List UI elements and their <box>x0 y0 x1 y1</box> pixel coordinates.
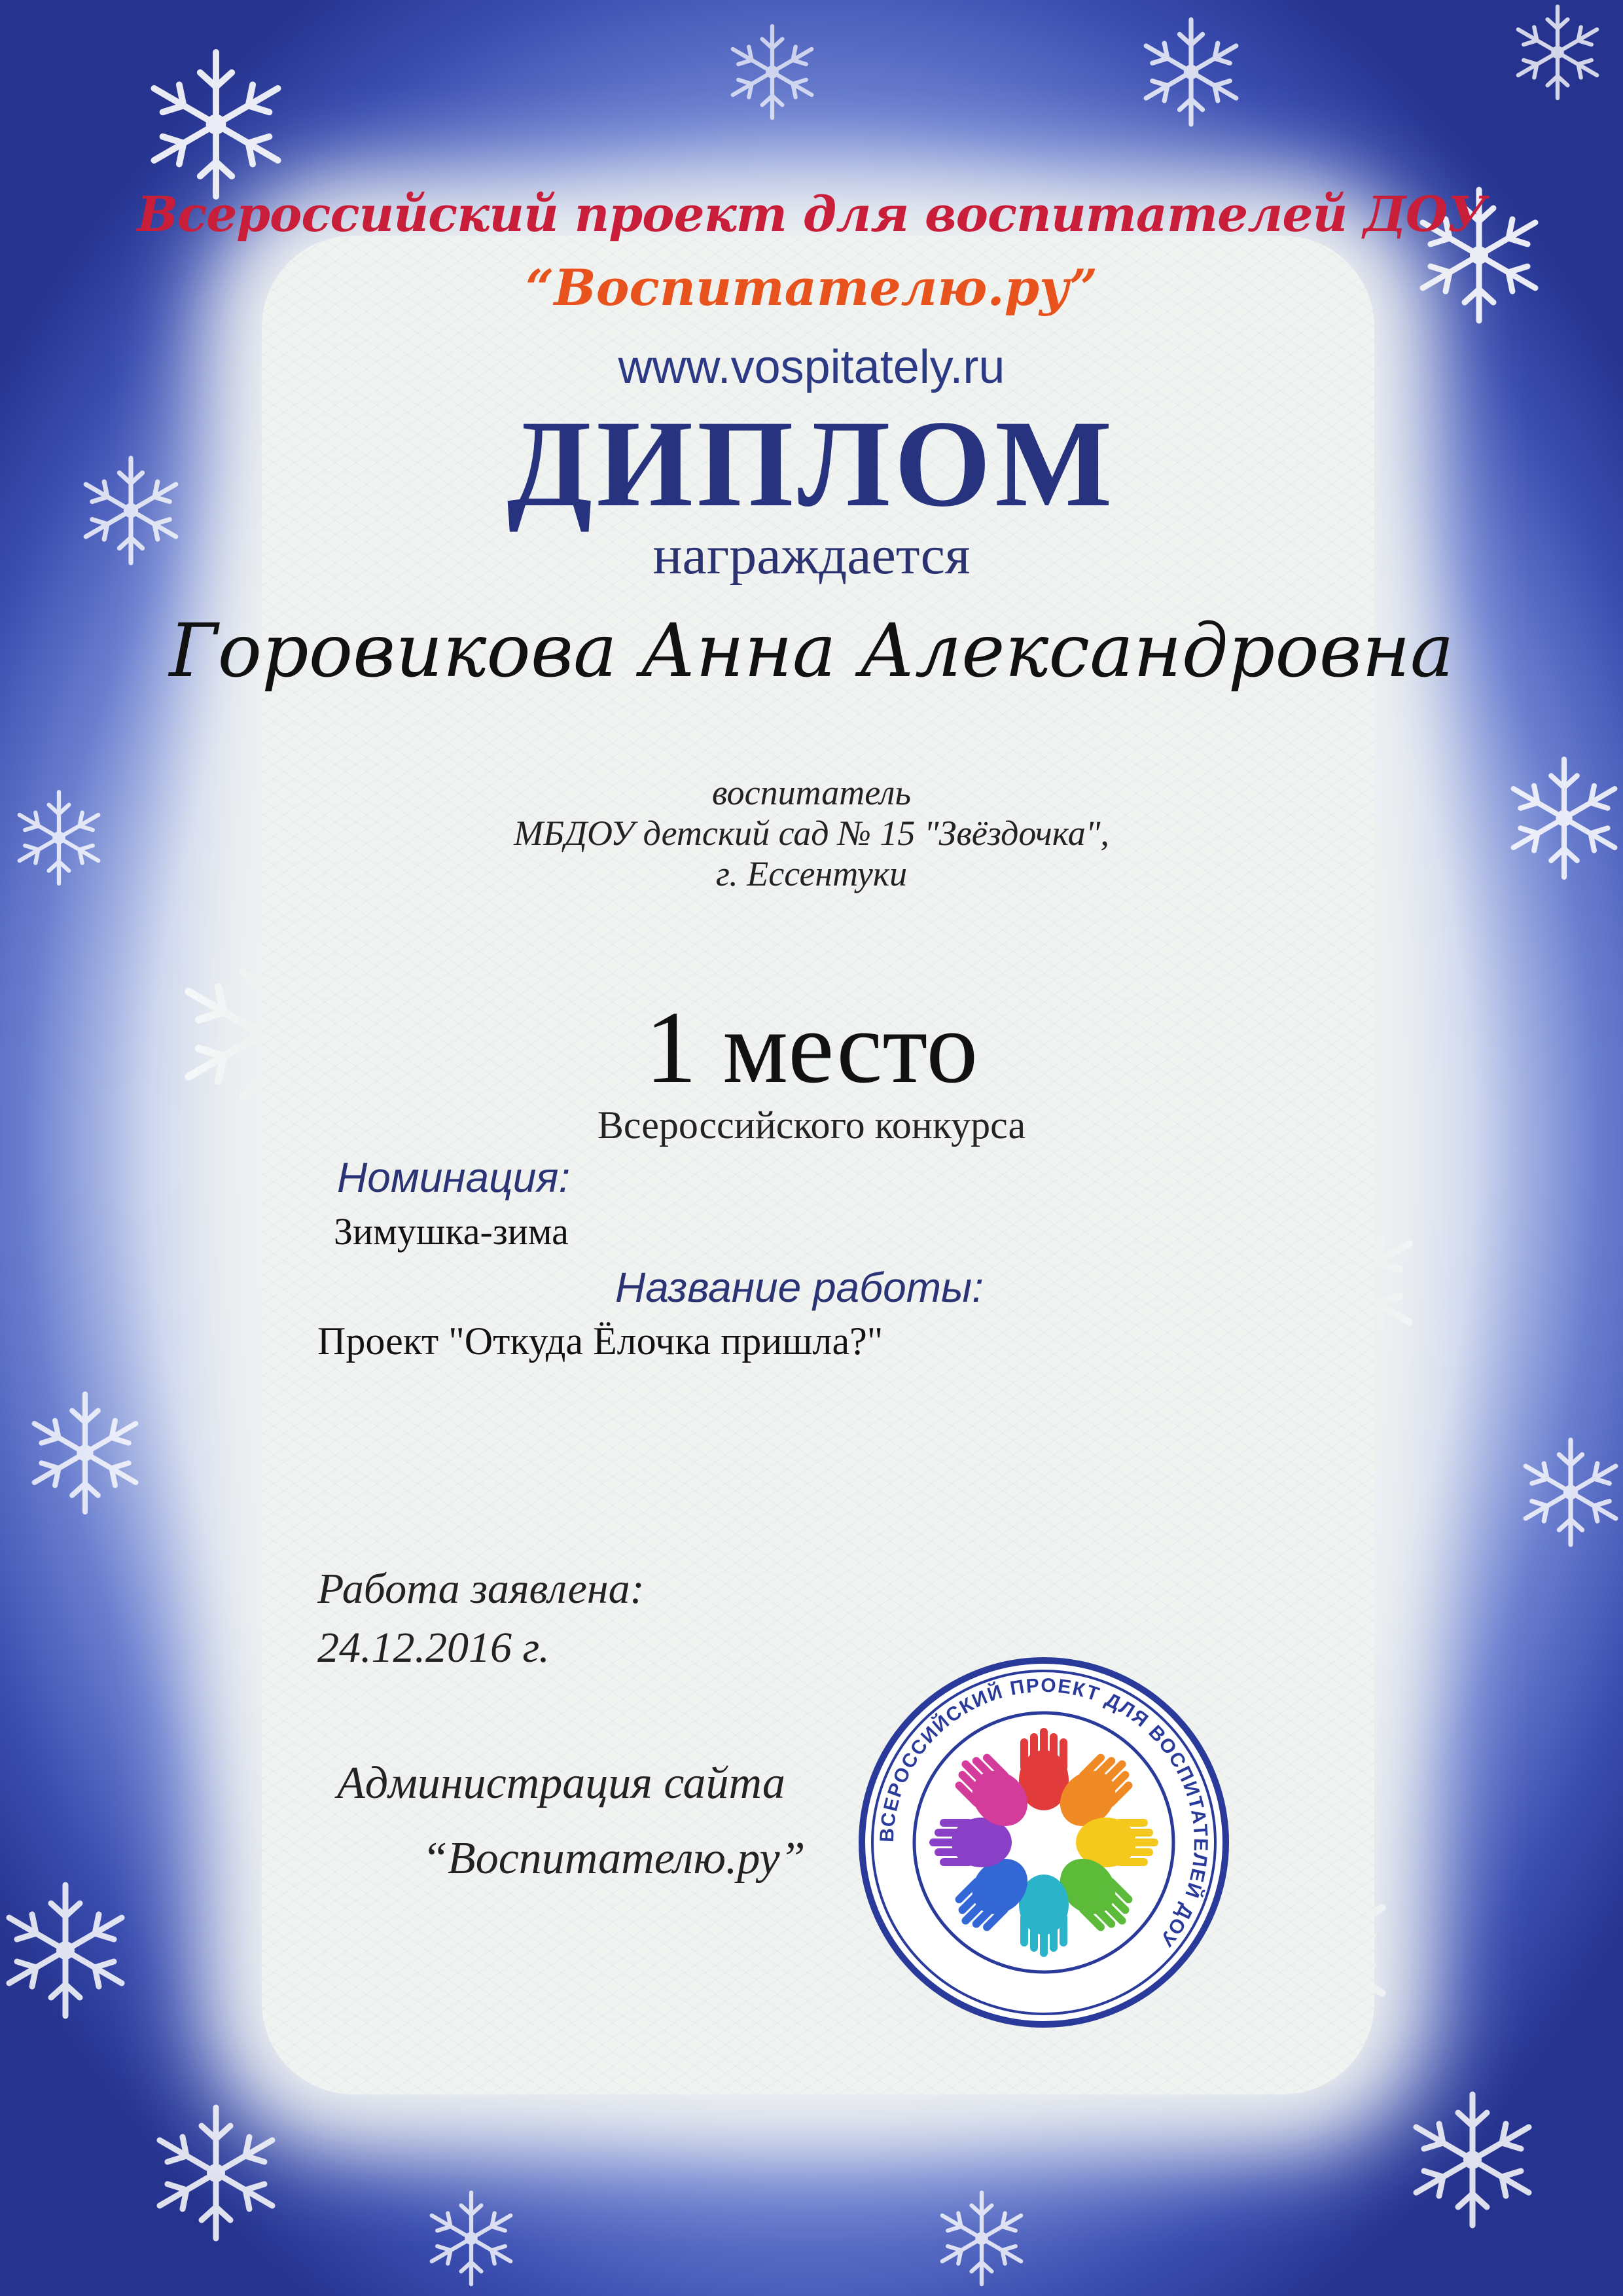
snowflake-icon <box>432 2193 510 2284</box>
admin-signature-line2: “Воспитателю.ру” <box>422 1833 806 1884</box>
snowflake-icon <box>1518 7 1597 98</box>
snowflake-icon <box>154 52 277 196</box>
recipient-institution: МБДОУ детский сад № 15 "Звёздочка", <box>514 814 1109 853</box>
snowflake-icon <box>160 2108 272 2238</box>
awarded-text: награждается <box>652 525 971 586</box>
work-title-value: Проект "Откуда Ёлочка пришла?" <box>317 1319 883 1363</box>
official-seal-stamp <box>857 1656 1230 2029</box>
project-heading: Всероссийский проект для воспитателей ДОУ <box>137 187 1486 243</box>
submitted-label: Работа заявлена: <box>317 1565 645 1613</box>
snowflake-icon <box>1416 2094 1529 2225</box>
snowflake-icon <box>942 2193 1021 2284</box>
award-place: 1 место <box>645 990 978 1105</box>
recipient-name: Горовикова Анна Александровна <box>169 609 1454 694</box>
contest-name: Всероссийского конкурса <box>597 1103 1026 1147</box>
snowflake-icon <box>1146 20 1236 124</box>
work-title-label: Название работы: <box>615 1264 984 1311</box>
seal-ring-text: ВСЕРОССИЙСКИЙ ПРОЕКТ ДЛЯ ВОСПИТАТЕЛЕЙ ДОУ <box>876 1674 1212 1951</box>
nomination-label: Номинация: <box>337 1154 571 1201</box>
snowflake-icon <box>35 1394 136 1512</box>
snowflake-icon <box>1525 1440 1616 1545</box>
snowflake-icon <box>9 1885 122 2016</box>
diploma-title: ДИПЛОМ <box>507 395 1116 533</box>
submitted-date: 24.12.2016 г. <box>317 1624 550 1672</box>
nomination-value: Зимушка-зима <box>334 1210 569 1253</box>
project-name: “Воспитателю.ру” <box>525 259 1098 317</box>
recipient-position: воспитатель <box>711 773 912 812</box>
admin-signature-line1: Администрация сайта <box>337 1758 785 1808</box>
recipient-details <box>0 772 1623 894</box>
website-url: www.vospitately.ru <box>618 341 1005 393</box>
snowflake-icon <box>733 26 812 118</box>
recipient-city: г. Ессентуки <box>715 854 908 893</box>
